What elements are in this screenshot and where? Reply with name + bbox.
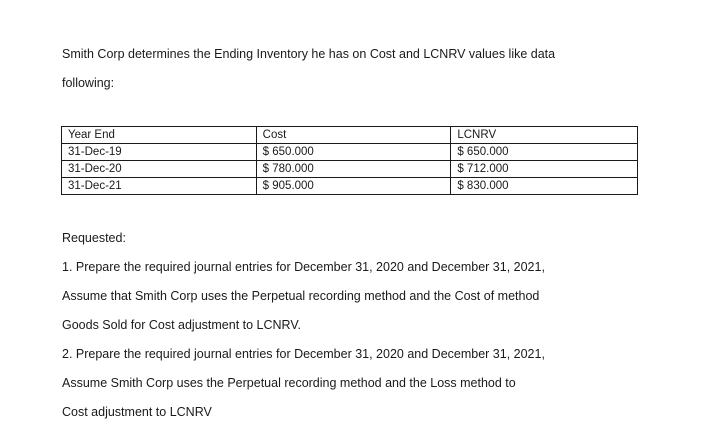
cost-cell: $ 905.000 <box>256 178 451 195</box>
column-header-lcnrv: LCNRV <box>451 127 638 144</box>
requested-line: 2. Prepare the required journal entries for December 31, 2020 and December 31, 2021, <box>62 347 545 361</box>
cost-cell: $ 780.000 <box>256 161 451 178</box>
lcnrv-cell: $ 650.000 <box>451 144 638 161</box>
table-header-row <box>62 127 638 144</box>
requested-line: Goods Sold for Cost adjustment to LCNRV. <box>62 318 302 332</box>
requested-line: Cost adjustment to LCNRV <box>62 405 212 419</box>
intro-line: Smith Corp determines the Ending Inventory he has on Cost and LCNRV values like data <box>62 47 556 61</box>
requested-line: 1. Prepare the required journal entries for December 31, 2020 and December 31, 2021, <box>62 260 545 274</box>
year-end-cell: 31-Dec-20 <box>62 161 257 178</box>
intro-paragraph <box>62 40 662 98</box>
intro-line: following: <box>62 76 115 90</box>
lcnrv-cell: $ 712.000 <box>451 161 638 178</box>
requested-section <box>62 224 672 427</box>
column-header-cost: Cost <box>256 127 451 144</box>
cost-cell: $ 650.000 <box>256 144 451 161</box>
table-row <box>62 161 638 178</box>
year-end-cell: 31-Dec-19 <box>62 144 257 161</box>
requested-line: Assume Smith Corp uses the Perpetual recording method and the Loss method to <box>62 376 516 390</box>
requested-line: Assume that Smith Corp uses the Perpetual recording method and the Cost of method <box>62 289 540 303</box>
inventory-table <box>61 126 638 195</box>
table-row <box>62 178 638 195</box>
column-header-year-end: Year End <box>62 127 257 144</box>
lcnrv-cell: $ 830.000 <box>451 178 638 195</box>
year-end-cell: 31-Dec-21 <box>62 178 257 195</box>
requested-heading: Requested: <box>62 231 126 245</box>
table-row <box>62 144 638 161</box>
